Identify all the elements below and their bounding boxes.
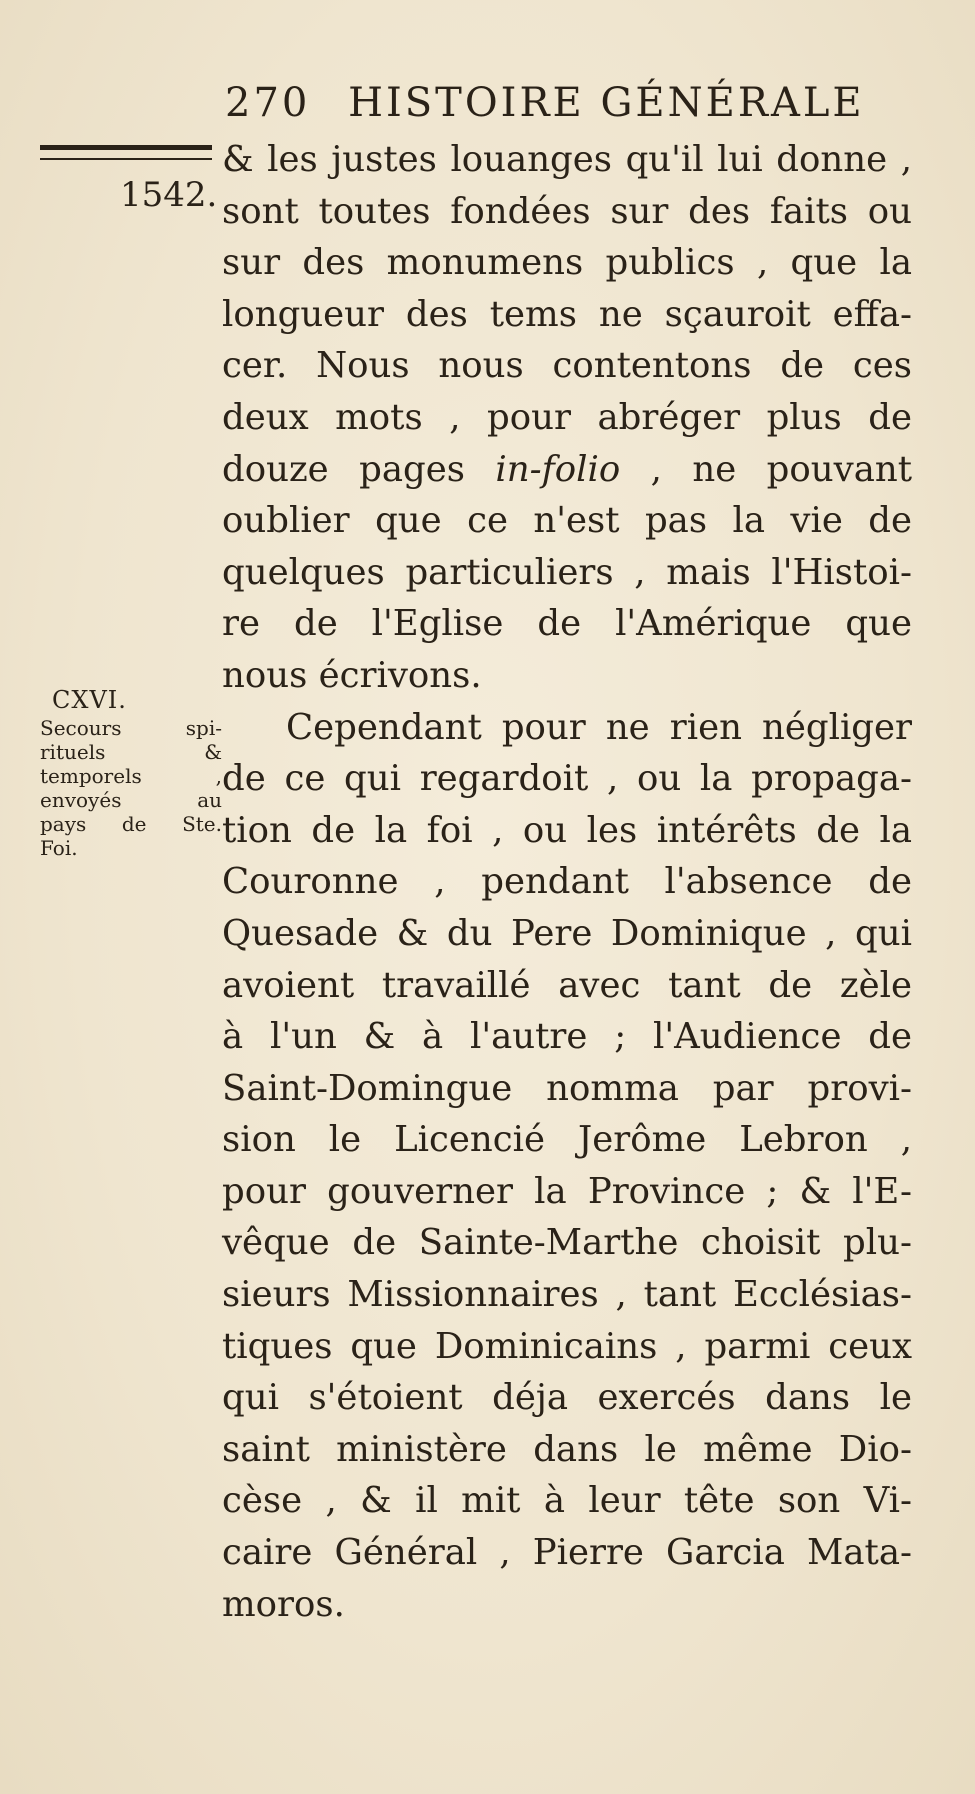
text-line: qui s'étoient déja exercés dans le — [222, 1377, 912, 1419]
text-line: caire Général , Pierre Garcia Mata- — [222, 1532, 912, 1574]
running-title: HISTOIRE GÉNÉRALE — [348, 80, 865, 126]
text-line: tiques que Dominicains , parmi ceux — [222, 1325, 912, 1367]
margin-note-line: temporels , — [40, 764, 222, 788]
text-line: cèse , & il mit à leur tête son Vi- — [222, 1480, 912, 1522]
margin-year: 1542. — [120, 175, 218, 215]
text-line: à l'un & à l'autre ; l'Audience de — [222, 1016, 912, 1058]
body-text — [222, 134, 912, 1630]
text-line: deux mots , pour abréger plus de — [222, 396, 912, 438]
running-head — [225, 80, 885, 126]
text-fragment: douze pages — [222, 448, 496, 490]
text-line: oublier que ce n'est pas la vie de — [222, 500, 912, 542]
text-line: avoient travaillé avec tant de zèle — [222, 964, 912, 1006]
margin-note-line: rituels & — [40, 740, 222, 764]
text-line: cer. Nous nous contentons de ces — [222, 345, 912, 387]
page-number: 270 — [225, 80, 311, 126]
text-line: & les justes louanges qu'il lui donne , — [222, 139, 912, 180]
margin-note-line: Foi. — [40, 836, 78, 860]
text-line: moros. — [222, 1583, 345, 1625]
text-line: sieurs Missionnaires , tant Ecclésias- — [222, 1274, 912, 1316]
text-line: Cependant pour ne rien négliger — [286, 706, 912, 748]
text-line: quelques particuliers , mais l'Histoi- — [222, 551, 912, 593]
text-fragment: , ne pouvant — [620, 448, 912, 490]
text-line: sont toutes fondées sur des faits ou — [222, 190, 912, 232]
text-line: vêque de Sainte-Marthe choisit plu- — [222, 1222, 912, 1264]
text-line: pour gouverner la Province ; & l'E- — [222, 1170, 912, 1212]
text-line: sur des monumens publics , que la — [222, 242, 912, 284]
text-line-with-italic — [222, 444, 912, 496]
margin-note-line: Secours spi- — [40, 716, 222, 740]
text-line: tion de la foi , ou les intérêts de la — [222, 809, 912, 851]
text-line: Quesade & du Pere Dominique , qui — [222, 912, 912, 954]
text-line: saint ministère dans le même Dio- — [222, 1428, 912, 1470]
margin-note-line: envoyés au — [40, 788, 222, 812]
margin-note — [40, 688, 222, 860]
ornamental-rule — [40, 145, 212, 150]
text-line: de ce qui regardoit , ou la propaga- — [222, 758, 912, 800]
margin-note-line: pays de Ste. — [40, 812, 222, 836]
text-line: re de l'Eglise de l'Amérique que — [222, 603, 912, 645]
text-line: Couronne , pendant l'absence de — [222, 861, 912, 903]
text-line: Saint-Domingue nomma par provi- — [222, 1067, 912, 1109]
italic-term: in-folio — [495, 448, 621, 490]
ornamental-rule-thin — [40, 158, 212, 160]
text-line: longueur des tems ne sçauroit effa- — [222, 293, 912, 335]
text-line: sion le Licencié Jerôme Lebron , — [222, 1119, 912, 1161]
text-line: nous écrivons. — [222, 654, 482, 696]
section-number: CXVI. — [52, 686, 127, 714]
